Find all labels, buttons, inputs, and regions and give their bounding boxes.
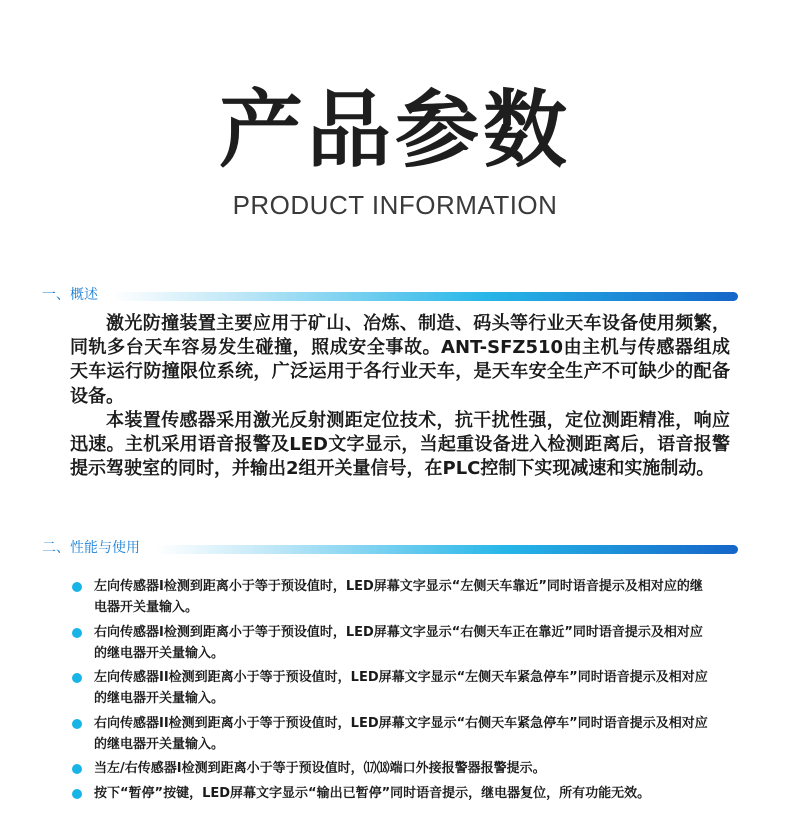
section-divider-bar — [112, 292, 738, 301]
performance-list — [72, 576, 712, 807]
list-item-text: 左向传感器I检测到距离小于等于预设值时，LED屏幕文字显示“左侧天车靠近”同时语音提示及相对应的继电器开关量输入。 — [94, 579, 703, 615]
section-overview-heading — [42, 285, 738, 305]
list-item — [72, 713, 712, 755]
overview-body — [70, 312, 730, 481]
list-item — [72, 783, 712, 804]
list-item — [72, 667, 712, 709]
list-item — [72, 758, 712, 779]
list-item-text: 当左/右传感器I检测到距离小于等于预设值时，⒄⒅端口外接报警器报警提示。 — [94, 761, 546, 776]
list-item — [72, 622, 712, 664]
list-item — [72, 576, 712, 618]
section-performance-label: 二、性能与使用 — [42, 540, 140, 556]
overview-paragraph: 激光防撞装置主要应用于矿山、冶炼、制造、码头等行业天车设备使用频繁，同轨多台天车容易发生碰撞，照成安全事故。ANT-SFZ510由主机与传感器组成天车运行防撞限位系统，广泛运用于各行业天车，是天车安全生产不可缺少的配备设备。 — [70, 313, 730, 407]
bullet-dot-icon — [72, 673, 82, 683]
section-performance-heading — [42, 538, 738, 558]
bullet-dot-icon — [72, 764, 82, 774]
bullet-dot-icon — [72, 628, 82, 638]
list-item-text: 右向传感器II检测到距离小于等于预设值时，LED屏幕文字显示“右侧天车紧急停车”同时语音提示及相对应的继电器开关量输入。 — [94, 715, 708, 752]
list-item-text: 左向传感器II检测到距离小于等于预设值时，LED屏幕文字显示“左侧天车紧急停车”同时语音提示及相对应的继电器开关量输入。 — [94, 670, 708, 706]
list-item-text: 按下“暂停”按键，LED屏幕文字显示“输出已暂停”同时语音提示，继电器复位，所有功能无效。 — [94, 785, 651, 801]
section-divider-bar — [156, 545, 738, 554]
list-item-text: 右向传感器I检测到距离小于等于预设值时，LED屏幕文字显示“右侧天车正在靠近”同时语音提示及相对应的继电器开关量输入。 — [94, 624, 703, 661]
page-title: 产品参数 — [218, 81, 571, 179]
bullet-dot-icon — [72, 582, 82, 592]
overview-paragraph: 本装置传感器采用激光反射测距定位技术，抗干扰性强，定位测距精准，响应迅速。主机采用语音报警及LED文字显示，当起重设备进入检测距离后，语音报警提示驾驶室的同时，并输出2组开关量信号，在PLC控制下实现减速和实施制动。 — [70, 409, 730, 480]
section-overview-label: 一、概述 — [42, 287, 98, 303]
page-subtitle: PRODUCT INFORMATION — [232, 190, 558, 220]
bullet-dot-icon — [72, 719, 82, 729]
bullet-dot-icon — [72, 789, 82, 799]
